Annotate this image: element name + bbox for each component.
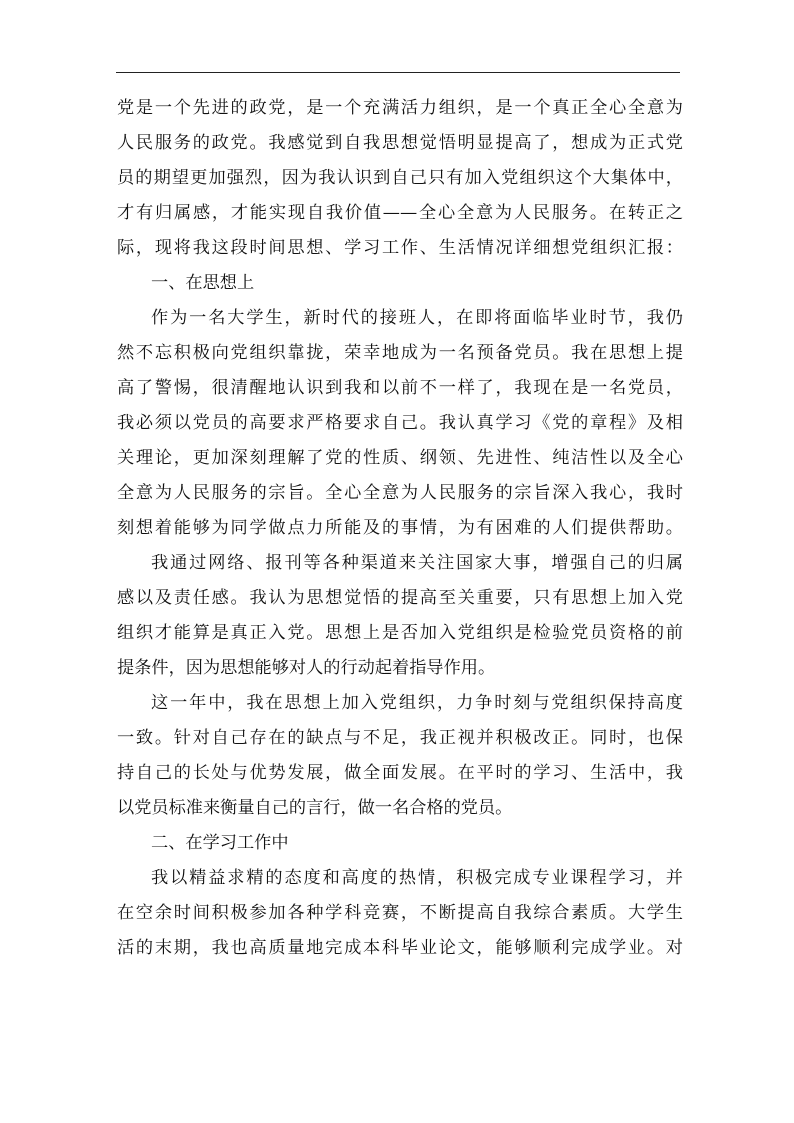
text-line: 然不忘积极向党组织靠拢，荣幸地成为一名预备党员。我在思想上提 — [117, 343, 683, 363]
section-heading-thought: 一、在思想上 — [151, 273, 255, 293]
text-line: 活的末期，我也高质量地完成本科毕业论文，能够顺利完成学业。对 — [117, 938, 683, 958]
text-line: 刻想着能够为同学做点力所能及的事情，为有困难的人们提供帮助。 — [117, 518, 683, 538]
text-line: 才有归属感，才能实现自我价值——全心全意为人民服务。在转正之 — [117, 203, 683, 223]
text-line: 组织才能算是真正入党。思想上是否加入党组织是检验党员资格的前 — [117, 623, 683, 643]
text-line: 党是一个先进的政党，是一个充满活力组织，是一个真正全心全意为 — [117, 98, 683, 118]
text-line: 以党员标准来衡量自己的言行，做一名合格的党员。 — [117, 798, 513, 818]
document-body — [117, 91, 683, 966]
text-line: 我必须以党员的高要求严格要求自己。我认真学习《党的章程》及相 — [117, 413, 683, 433]
text-line: 人民服务的政党。我感觉到自我思想觉悟明显提高了，想成为正式党 — [117, 133, 683, 153]
text-line: 员的期望更加强烈，因为我认识到自己只有加入党组织这个大集体中， — [117, 168, 683, 188]
text-line: 感以及责任感。我认为思想觉悟的提高至关重要，只有思想上加入党 — [117, 588, 683, 608]
text-line: 关理论，更加深刻理解了党的性质、纲领、先进性、纯洁性以及全心 — [117, 448, 683, 468]
text-line: 高了警惕，很清醒地认识到我和以前不一样了，我现在是一名党员， — [117, 378, 683, 398]
text-line: 际，现将我这段时间思想、学习工作、生活情况详细想党组织汇报： — [117, 238, 683, 258]
text-line: 作为一名大学生，新时代的接班人，在即将面临毕业时节，我仍 — [151, 308, 683, 328]
text-line: 持自己的长处与优势发展，做全面发展。在平时的学习、生活中，我 — [117, 763, 683, 783]
text-line: 这一年中，我在思想上加入党组织，力争时刻与党组织保持高度 — [151, 693, 683, 713]
text-line: 提条件，因为思想能够对人的行动起着指导作用。 — [117, 658, 496, 678]
text-line: 在空余时间积极参加各种学科竞赛，不断提高自我综合素质。大学生 — [117, 903, 683, 923]
text-line: 我通过网络、报刊等各种渠道来关注国家大事，增强自己的归属 — [151, 553, 683, 573]
section-heading-study-work: 二、在学习工作中 — [151, 833, 289, 853]
header-rule — [116, 72, 680, 73]
text-line: 我以精益求精的态度和高度的热情，积极完成专业课程学习，并 — [151, 868, 683, 888]
text-line: 一致。针对自己存在的缺点与不足，我正视并积极改正。同时，也保 — [117, 728, 683, 748]
text-line: 全意为人民服务的宗旨。全心全意为人民服务的宗旨深入我心，我时 — [117, 483, 683, 503]
